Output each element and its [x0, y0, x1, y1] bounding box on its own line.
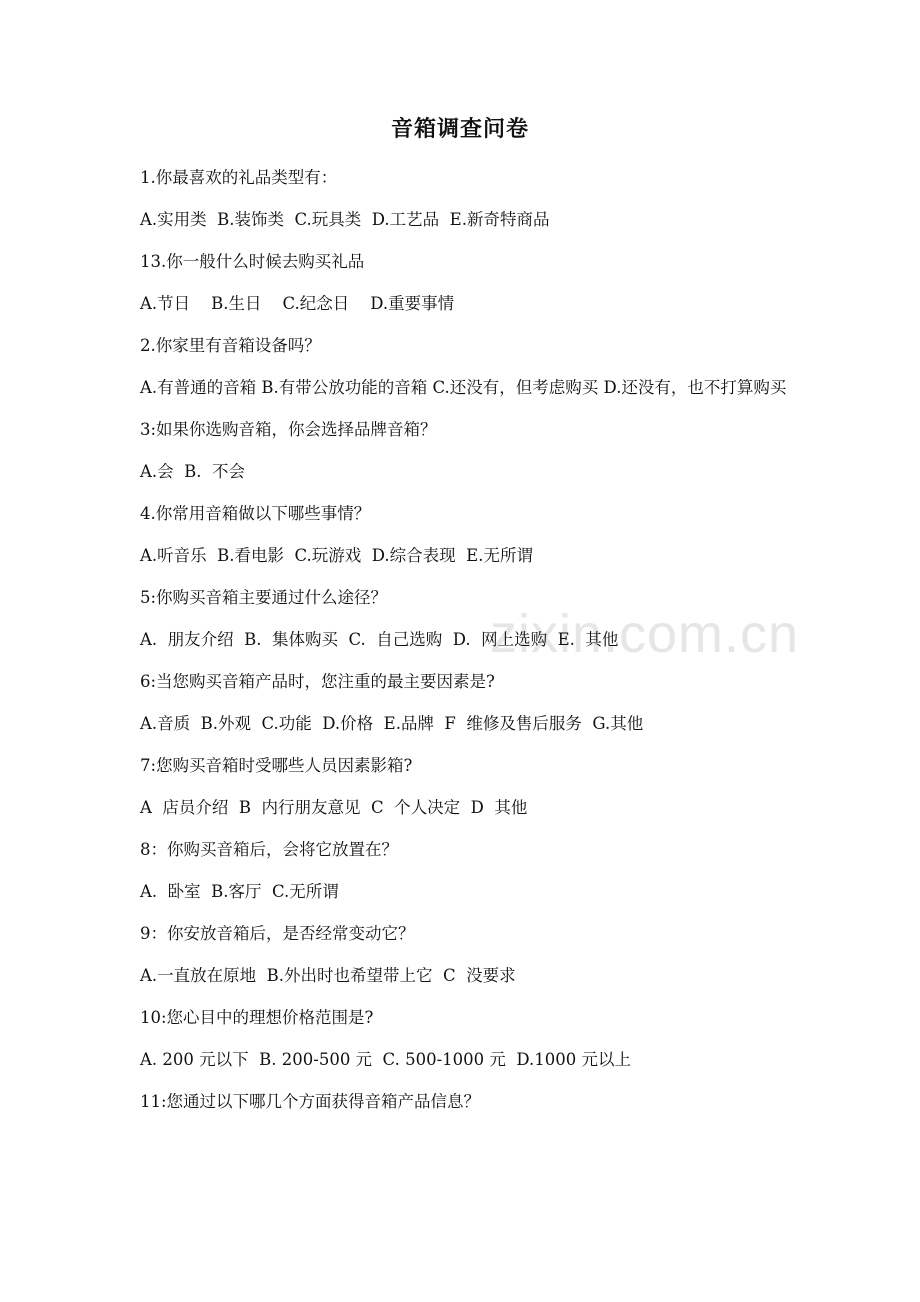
answer-options-5: A. 朋友介绍 B. 集体购买 C. 自己选购 D. 网上选购 E. 其他	[140, 630, 619, 649]
question-5: 5:你购买音箱主要通过什么途径？	[140, 588, 388, 607]
answer-options-6: A.音质 B.外观 C.功能 D.价格 E.品牌 F 维修及售后服务 G.其他	[140, 714, 644, 733]
question-13: 13.你一般什么时候去购买礼品	[140, 252, 365, 271]
answer-options-2: A.有普通的音箱 B.有带公放功能的音箱 C.还没有，但考虑购买 D.还没有，也不打算购买	[140, 378, 787, 397]
question-7: 7:您购买音箱时受哪些人员因素影箱?	[140, 756, 413, 775]
question-2: 2.你家里有音箱设备吗？	[140, 336, 321, 355]
question-9: 9：你安放音箱后，是否经常变动它？	[140, 924, 415, 943]
question-4: 4.你常用音箱做以下哪些事情？	[140, 504, 371, 523]
document-title: 音箱调查问卷	[390, 116, 529, 142]
answer-options-8: A. 卧室 B.客厅 C.无所谓	[140, 882, 339, 901]
question-6: 6:当您购买音箱产品时，您注重的最主要因素是?	[140, 672, 495, 691]
question-10: 10:您心目中的理想价格范围是?	[140, 1008, 374, 1027]
questionnaire-body	[140, 157, 790, 1123]
answer-options-3: A.会 B. 不会	[140, 462, 246, 481]
answer-options-4: A.听音乐 B.看电影 C.玩游戏 D.综合表现 E.无所谓	[140, 546, 533, 565]
question-8: 8：你购买音箱后，会将它放置在？	[140, 840, 398, 859]
watermark: zixin.com.cn	[490, 604, 800, 664]
answer-options-9: A.一直放在原地 B.外出时也希望带上它 C 没要求	[140, 966, 516, 985]
question-3: 3:如果你选购音箱，你会选择品牌音箱？	[140, 420, 437, 439]
answer-options-10: A. 200 元以下 B. 200-500 元 C. 500-1000 元 D.1000 元以上	[140, 1050, 631, 1069]
question-11: 11:您通过以下哪几个方面获得音箱产品信息？	[140, 1092, 481, 1111]
answer-options-13: A.节日 B.生日 C.纪念日 D.重要事情	[140, 294, 455, 313]
answer-options-7: A 店员介绍 B 内行朋友意见 C 个人决定 D 其他	[140, 798, 528, 817]
answer-options-1: A.实用类 B.装饰类 C.玩具类 D.工艺品 E.新奇特商品	[140, 210, 550, 229]
question-1: 1.你最喜欢的礼品类型有：	[140, 168, 338, 187]
